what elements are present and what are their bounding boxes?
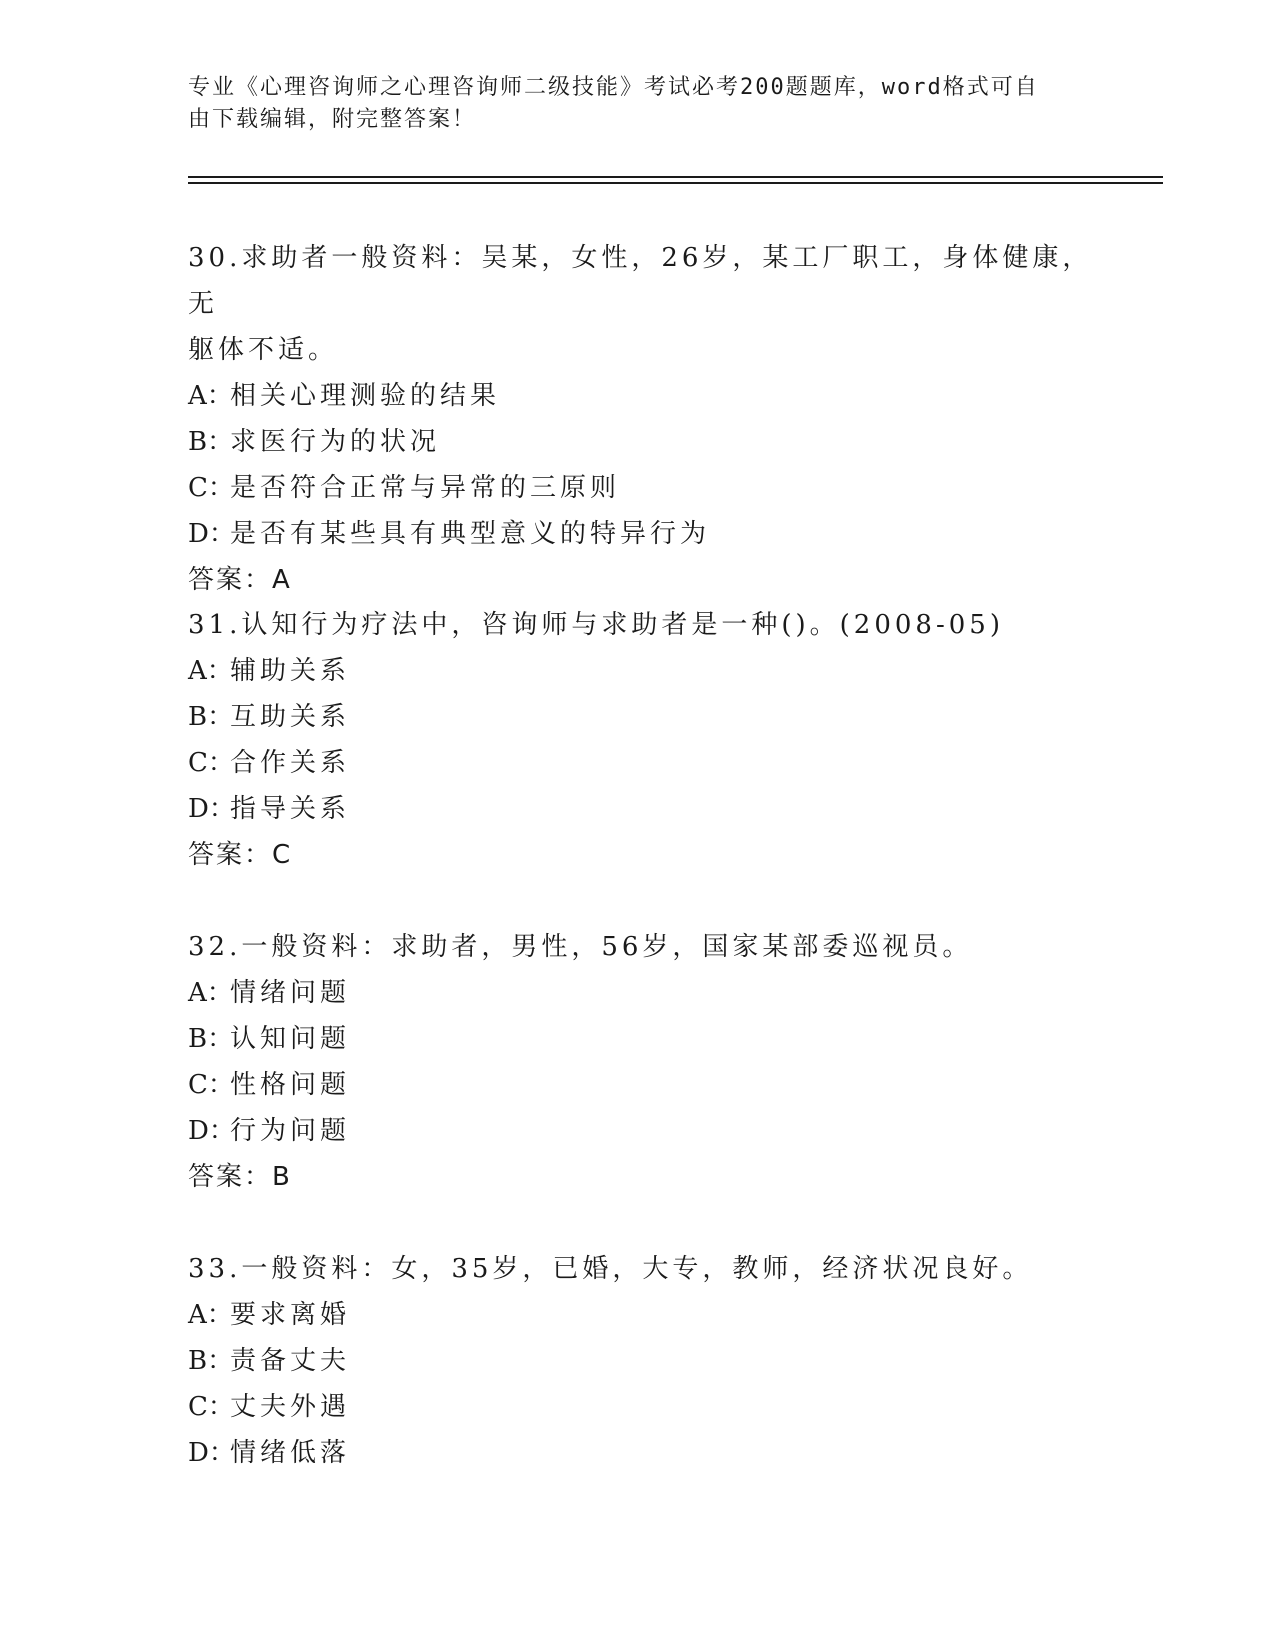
question-30 — [188, 235, 1118, 603]
option-key: B： — [188, 427, 234, 457]
question-stem: 31.认知行为疗法中，咨询师与求助者是一种()。(2008-05) — [188, 610, 1004, 640]
option-key: B： — [188, 1024, 234, 1054]
option-text: 性格问题 — [230, 1070, 351, 1100]
option-b — [188, 694, 1118, 740]
option-key: D： — [188, 1438, 235, 1468]
question-stem: 30.求助者一般资料：吴某，女性，26岁，某工厂职工，身体健康，无 — [188, 243, 1093, 319]
option-d — [188, 511, 1118, 557]
option-a — [188, 970, 1118, 1016]
option-d — [188, 1430, 1118, 1476]
option-b — [188, 419, 1118, 465]
option-text: 情绪问题 — [230, 978, 351, 1008]
option-key: A： — [188, 978, 233, 1008]
option-key: C： — [188, 748, 234, 778]
option-c — [188, 740, 1118, 786]
option-d — [188, 786, 1118, 832]
question-stem: 32.一般资料：求助者，男性，56岁，国家某部委巡视员。 — [188, 932, 973, 962]
question-31 — [188, 602, 1118, 878]
option-key: A： — [188, 381, 233, 411]
answer-line: 答案：C — [188, 840, 293, 870]
option-text: 情绪低落 — [230, 1438, 351, 1468]
option-text: 是否有某些具有典型意义的特异行为 — [230, 519, 711, 549]
question-stem: 33.一般资料：女，35岁，已婚，大专，教师，经济状况良好。 — [188, 1254, 1033, 1284]
option-text: 指导关系 — [230, 794, 351, 824]
option-key: D： — [188, 519, 235, 549]
option-c — [188, 1062, 1118, 1108]
option-c — [188, 1384, 1118, 1430]
header-divider-bottom — [188, 182, 1163, 184]
option-key: C： — [188, 473, 234, 503]
option-text: 责备丈夫 — [230, 1346, 351, 1376]
option-key: D： — [188, 1116, 235, 1146]
option-text: 互助关系 — [230, 702, 351, 732]
option-key: D： — [188, 794, 235, 824]
option-key: B： — [188, 702, 234, 732]
option-key: A： — [188, 656, 233, 686]
option-text: 求医行为的状况 — [230, 427, 441, 457]
option-key: C： — [188, 1392, 234, 1422]
option-key: B： — [188, 1346, 234, 1376]
option-text: 合作关系 — [230, 748, 351, 778]
option-a — [188, 648, 1118, 694]
option-text: 丈夫外遇 — [230, 1392, 351, 1422]
header-divider-top — [188, 176, 1163, 178]
option-b — [188, 1016, 1118, 1062]
option-text: 是否符合正常与异常的三原则 — [230, 473, 621, 503]
option-text: 相关心理测验的结果 — [230, 381, 501, 411]
question-32 — [188, 924, 1118, 1200]
question-33 — [188, 1246, 1118, 1476]
option-text: 行为问题 — [230, 1116, 351, 1146]
answer-line: 答案：B — [188, 1162, 292, 1192]
option-text: 认知问题 — [230, 1024, 351, 1054]
header-line-2: 由下载编辑，附完整答案！ — [188, 107, 477, 132]
option-b — [188, 1338, 1118, 1384]
option-a — [188, 373, 1118, 419]
header-line-1: 专业《心理咨询师之心理咨询师二级技能》考试必考200题题库，word格式可自 — [188, 75, 1039, 100]
option-text: 要求离婚 — [230, 1300, 351, 1330]
option-key: A： — [188, 1300, 233, 1330]
answer-line: 答案：A — [188, 565, 292, 595]
document-header — [188, 72, 1088, 136]
option-c — [188, 465, 1118, 511]
option-text: 辅助关系 — [230, 656, 351, 686]
option-d — [188, 1108, 1118, 1154]
option-key: C： — [188, 1070, 234, 1100]
question-stem-continued: 躯体不适。 — [188, 335, 339, 365]
option-a — [188, 1292, 1118, 1338]
